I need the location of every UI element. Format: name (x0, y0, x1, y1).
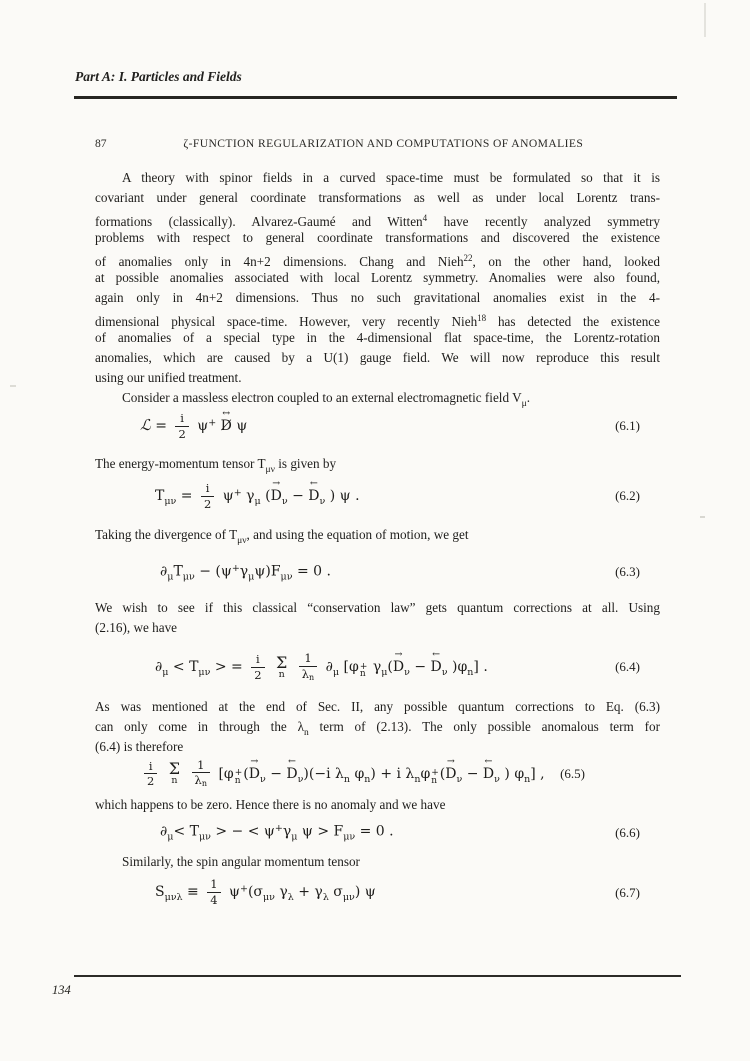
text-segment: dimensional physical space-time. However, very recently Nieh (95, 314, 478, 329)
scan-artifact (700, 516, 705, 518)
math-token: D (430, 659, 442, 676)
math-token: σ (333, 884, 343, 901)
denominator: 4 (207, 892, 220, 907)
denominator: 2 (201, 496, 214, 511)
math-subscript: ν (441, 667, 448, 679)
double-arrow-icon: ↔ (222, 408, 231, 420)
text-segment: have recently analyzed symmetry (427, 214, 660, 229)
equation-body (140, 408, 248, 441)
math-subscript: ν (319, 496, 326, 508)
denominator (192, 772, 210, 789)
text-segment: formations (classically). Alvarez-Gaumé and Witten (95, 214, 423, 229)
numerator: i (148, 758, 153, 773)
left-arrow-icon: ← (432, 649, 441, 661)
math-token: φ (354, 765, 365, 782)
equation-number: (6.2) (615, 488, 640, 504)
math-token: > − < ψ (215, 823, 275, 840)
overarrow-term (482, 755, 495, 782)
math-token: ( (439, 765, 446, 782)
math-token: − (414, 659, 427, 676)
math-superscript: + (208, 417, 217, 429)
math-token: ψ (254, 563, 266, 580)
denominator: 2 (175, 426, 188, 441)
fraction (251, 653, 264, 681)
overarrow-term (392, 649, 405, 676)
text-segment: , and using the equation of motion, we get (246, 526, 469, 542)
math-token: − (199, 563, 211, 580)
math-token: D (248, 765, 260, 782)
math-token: = 0 (296, 563, 323, 580)
math-subscript: μν (343, 831, 356, 843)
math-token: φ (457, 659, 468, 676)
math-subscript: μν (198, 667, 211, 679)
math-subscript: μν (164, 496, 177, 508)
equation-6-6 (160, 823, 660, 843)
math-token: ψ (229, 884, 240, 901)
math-superscript: + (274, 822, 283, 834)
math-subscript: ν (297, 773, 304, 785)
denominator: 2 (144, 773, 157, 788)
math-subscript: μν (262, 892, 275, 904)
overarrow-term (445, 755, 457, 782)
equation-6-5 (140, 755, 660, 789)
math-token: = 0 (359, 823, 385, 840)
math-token: ψ > F (301, 823, 344, 840)
text-line: We wish to see if this classical “conservation law” gets quantum corrections at all. Using (95, 600, 660, 616)
math-token: ) ψ (354, 884, 376, 901)
math-token: < T (173, 823, 199, 840)
math-subscript: n (524, 773, 531, 785)
math-token: ψ (197, 418, 209, 435)
overarrow-term (270, 478, 282, 505)
text-segment: , on the other hand, looked (472, 254, 660, 269)
math-token: ψ (339, 488, 351, 505)
math-superscript: + (431, 768, 439, 779)
math-token: ℒ (140, 416, 151, 435)
overarrow-term (308, 478, 320, 505)
header-rule (74, 96, 677, 99)
math-token: − (292, 488, 304, 505)
paragraph-intro (95, 168, 660, 388)
text-segment: has detected the existence (486, 314, 660, 329)
text-line: of anomalies of a special type in the 4-dimensional flat space-time, the Lorentz-rotation (95, 330, 660, 345)
math-superscript: + (233, 487, 242, 499)
math-subscript: μν (198, 831, 211, 843)
numerator: i (180, 411, 184, 425)
math-subscript: n (364, 773, 371, 785)
citation-ref: 4 (422, 213, 428, 223)
math-token: γ (372, 659, 382, 676)
math-token: φ (514, 765, 525, 782)
scan-artifact (10, 385, 16, 387)
math-subscript: ν (281, 496, 288, 508)
math-superscript: + (234, 768, 243, 779)
math-subscript: n (414, 773, 421, 785)
stacked-supsub (431, 770, 439, 785)
math-subscript: μ (167, 571, 174, 583)
text-line (95, 208, 660, 228)
equation-body (160, 563, 331, 583)
math-token: = (155, 418, 167, 435)
overarrow-term (220, 408, 232, 435)
math-token: [ (343, 659, 350, 676)
fraction (201, 482, 214, 510)
math-token: S (155, 884, 165, 901)
math-subscript: n (467, 667, 474, 679)
math-token: ( (387, 659, 393, 676)
overarrow-term (430, 649, 442, 676)
math-token: D (270, 488, 282, 505)
paragraph-consider (95, 388, 660, 408)
math-token: ( (215, 563, 221, 580)
left-arrow-icon: ← (288, 755, 296, 767)
math-subscript: n (343, 773, 351, 785)
math-token: λ (301, 666, 310, 681)
math-token: ( (265, 488, 271, 505)
math-subscript: λ (322, 892, 329, 904)
math-token: D (445, 765, 457, 782)
math-token: F (270, 563, 281, 580)
line-zero: which happens to be zero. Hence there is no anomaly and we have (95, 796, 446, 812)
math-token: ] , (530, 765, 545, 782)
fraction (207, 878, 220, 906)
math-subscript: n (303, 727, 309, 738)
body-text (95, 168, 660, 907)
text-line: anomalies, which are caused by a U(1) gauge field. We will now reproduce this result (95, 350, 660, 365)
sigma-symbol: Σ (275, 652, 288, 672)
math-token: ψ (236, 418, 248, 435)
denominator: 2 (251, 667, 264, 682)
text-segment: is given by (274, 456, 337, 472)
text-segment: Consider a massless electron coupled to an external electromagnetic field V (122, 390, 522, 405)
right-arrow-icon: → (272, 478, 281, 490)
equation-6-1 (140, 408, 660, 441)
equation-6-4 (155, 649, 660, 682)
equation-6-7 (155, 878, 660, 906)
fraction (192, 759, 210, 789)
line-divergence (95, 525, 660, 545)
math-subscript: ν (494, 773, 500, 785)
text-line (95, 308, 660, 328)
equation-6-3 (160, 563, 660, 583)
fraction (144, 760, 157, 788)
text-segment: Taking the divergence of T (95, 526, 238, 542)
fraction (175, 412, 188, 440)
math-token: ≡ (187, 884, 199, 901)
math-token: ∂ (160, 563, 168, 580)
math-token: D (286, 765, 298, 782)
math-subscript: ν (456, 773, 463, 785)
math-token: ] (473, 659, 479, 676)
math-token: D̸ (220, 418, 232, 435)
math-subscript: μ (521, 399, 527, 409)
text-segment: term of (2.13). The only possible anomalous term for (308, 718, 660, 734)
math-subscript: μ (381, 667, 388, 679)
math-token: = (180, 488, 193, 505)
chapter-title: ζ-FUNCTION REGULARIZATION AND COMPUTATIONS OF ANOMALIES (183, 137, 584, 150)
math-token: ψ (220, 563, 232, 580)
chapter-header (95, 137, 660, 150)
math-token: ∂ (155, 659, 163, 676)
math-token: ( (243, 765, 249, 782)
math-token: (σ (247, 884, 263, 901)
math-subscript: μν (265, 465, 275, 476)
math-token: ψ (222, 488, 234, 505)
math-token: − (466, 765, 479, 782)
math-subscript: μν (237, 535, 247, 546)
text-segment: . (526, 390, 531, 405)
text-line: at possible anomalies associated with local Lorentz symmetry. Anomalies were also found, (95, 270, 660, 285)
numerator: i (205, 481, 210, 496)
equation-body (155, 478, 360, 511)
text-line: As was mentioned at the end of Sec. II, any possible quantum corrections to Eq. (6.3) (95, 698, 660, 714)
math-token: . (326, 563, 331, 580)
math-subscript: μνλ (164, 892, 183, 904)
equation-body (160, 823, 394, 843)
math-token: ∂ (160, 823, 168, 840)
math-token: D (482, 765, 495, 782)
fraction (299, 652, 317, 682)
right-arrow-icon: → (250, 755, 259, 767)
math-subscript: n (359, 669, 366, 680)
text-line: A theory with spinor fields in a curved space-time must be formulated so that it is (122, 170, 660, 185)
running-head: Part A: I. Particles and Fields (75, 69, 242, 84)
denominator (299, 666, 317, 683)
stacked-supsub (235, 770, 243, 785)
summation-index: n (171, 775, 178, 787)
text-line (95, 248, 660, 268)
math-token: )(−i λ (303, 765, 344, 782)
scan-artifact (704, 3, 706, 37)
overarrow-term (248, 755, 260, 782)
numerator: 1 (197, 757, 205, 772)
section-page-number: 87 (95, 137, 107, 150)
summation (168, 759, 181, 787)
equation-6-2 (155, 478, 660, 511)
math-subscript: μν (182, 571, 195, 583)
paragraph-section2 (95, 697, 660, 757)
equation-body (140, 755, 545, 789)
page-number: 134 (52, 983, 71, 997)
text-line: (2.16), we have (95, 620, 178, 636)
paragraph-wish (95, 598, 660, 638)
math-token: D (392, 659, 405, 676)
text-line: covariant under general coordinate transformations as well as under local Lorentz trans- (95, 190, 660, 205)
math-subscript: n (309, 672, 315, 682)
math-token: T (173, 563, 183, 580)
math-subscript: ν (259, 773, 266, 785)
math-token: ∂ (325, 659, 333, 676)
sigma-symbol: Σ (168, 759, 181, 779)
equation-number: (6.1) (615, 418, 640, 434)
text-line: problems with respect to general coordinate transformations and discovered the existence (95, 230, 660, 245)
math-token: . (389, 823, 394, 840)
math-token: γ (239, 563, 249, 580)
equation-number: (6.7) (615, 884, 640, 900)
math-subscript: μ (162, 667, 169, 679)
equation-body (155, 649, 488, 682)
citation-ref: 22 (463, 253, 473, 263)
math-token: [ (218, 765, 224, 782)
text-line: using our unified treatment. (95, 370, 242, 385)
text-line: again only in 4n+2 dimensions. Thus no such gravitational anomalies exist in the 4- (95, 290, 660, 305)
line-tensor (95, 454, 660, 474)
math-token: . (483, 659, 488, 676)
math-subscript: ν (404, 667, 410, 679)
equation-number: (6.5) (560, 765, 585, 781)
math-subscript: μ (167, 831, 174, 843)
equation-number: (6.4) (615, 659, 640, 675)
math-token: ) (504, 765, 510, 782)
math-superscript: + (231, 562, 240, 574)
numerator: 1 (304, 651, 312, 666)
text-segment: The energy-momentum tensor T (95, 456, 266, 472)
math-token: φ (223, 765, 234, 782)
text-line: (6.4) is therefore (95, 738, 184, 754)
math-token: > = (214, 659, 243, 676)
numerator: i (256, 652, 260, 667)
math-token: λ (194, 773, 202, 788)
left-arrow-icon: ← (309, 478, 318, 490)
text-line (95, 717, 660, 737)
math-token: < T (172, 659, 199, 676)
equation-number: (6.6) (615, 824, 640, 840)
footer-rule (74, 975, 681, 977)
math-token: φ (420, 765, 431, 782)
math-superscript: + (359, 661, 368, 672)
math-subscript: μ (332, 667, 340, 679)
citation-ref: 18 (477, 313, 487, 323)
math-token: D (308, 488, 320, 505)
math-token: ) (329, 488, 336, 505)
math-token: γ (282, 823, 292, 840)
math-token: ) (451, 659, 458, 676)
math-token: − (270, 765, 282, 782)
right-arrow-icon: → (446, 755, 455, 767)
summation (275, 652, 288, 680)
right-arrow-icon: → (394, 649, 403, 661)
math-subscript: n (201, 779, 207, 789)
stacked-supsub (359, 661, 368, 680)
math-token: . (355, 488, 360, 505)
math-token: ) (265, 563, 271, 580)
math-subscript: μν (342, 892, 355, 904)
math-superscript: + (239, 884, 248, 896)
math-token: + γ (298, 884, 323, 901)
equation-number: (6.3) (615, 564, 640, 580)
numerator: 1 (210, 877, 218, 892)
math-subscript: n (431, 775, 438, 786)
text-segment: of anomalies only in 4n+2 dimensions. Chang and Nieh (95, 254, 464, 269)
overarrow-term (286, 755, 298, 782)
math-subscript: n (234, 775, 241, 786)
line-spin: Similarly, the spin angular momentum tensor (122, 854, 360, 870)
equation-body (155, 878, 376, 906)
math-token: T (155, 488, 165, 505)
math-token: γ (246, 488, 255, 505)
text-segment: can only come in through the λ (95, 718, 304, 734)
left-arrow-icon: ← (484, 755, 493, 767)
math-subscript: λ (287, 892, 294, 904)
math-token: ) + i λ (370, 765, 415, 782)
math-token: γ (279, 884, 288, 901)
math-subscript: μ (254, 496, 261, 508)
math-token: φ (349, 659, 359, 676)
math-subscript: μν (280, 571, 293, 583)
math-subscript: μ (248, 571, 255, 583)
math-subscript: μ (291, 831, 298, 843)
summation-index: n (278, 668, 285, 680)
